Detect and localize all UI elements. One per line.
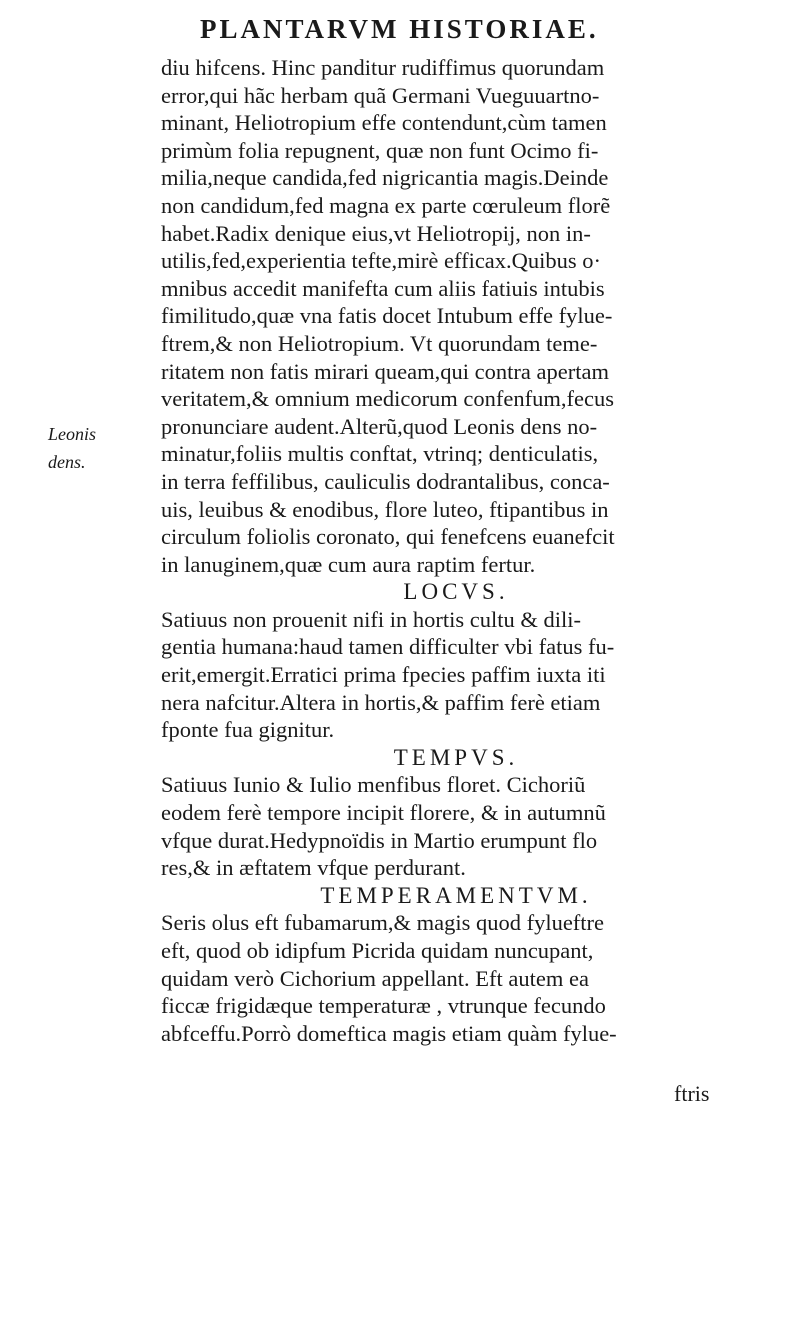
section-heading-temperamentum: TEMPERAMENTVM.	[320, 882, 592, 908]
text-line: nera nafcitur.Altera in hortis,& paffim ferè etiam	[161, 689, 601, 715]
text-line: eft, quod ob idipfum Picrida quidam nuncupant,	[161, 938, 594, 963]
text-line: error,qui hãc herbam quã Germani Vueguuartno-	[161, 82, 600, 108]
text-line: gentia humana:haud tamen difficulter vbi fatus fu-	[161, 634, 615, 660]
text-line: res,& in æftatem vfque perdurant.	[161, 855, 466, 881]
text-line: vfque durat.Hedypnoïdis in Martio erumpunt flo	[161, 827, 598, 853]
text-line: minant, Heliotropium effe contendunt,cùm tamen	[161, 110, 607, 136]
text-line: abfceffu.Porrò domeftica magis etiam quàm fylue-	[161, 1020, 617, 1046]
margin-note-line: dens.	[48, 451, 86, 472]
text-line: circulum foliolis coronato, qui fenefcens euanefcit	[161, 524, 615, 550]
text-line: Satiuus Iunio & Iulio menfibus floret. Cichoriũ	[161, 772, 586, 798]
text-line: erit,emergit.Erratici prima fpecies paffim iuxta iti	[161, 662, 606, 688]
main-text	[161, 54, 751, 1047]
margin-note-line: Leonis	[48, 424, 97, 444]
text-line: ficcæ frigidæque temperaturæ , vtrunque fecundo	[161, 993, 606, 1019]
text-line: eodem ferè tempore incipit florere, & in autumnũ	[161, 800, 606, 826]
text-line: Satiuus non prouenit nifi in hortis cultu & dili-	[161, 606, 581, 632]
margin-note	[48, 421, 96, 476]
text-line: mnibus accedit manifefta cum aliis fatiuis intubis	[161, 275, 605, 301]
text-line: fponte fua gignitur.	[161, 717, 335, 743]
text-line: fimilitudo,quæ vna fatis docet Intubum effe fylue-	[161, 303, 613, 329]
text-line: diu hifcens. Hinc panditur rudiffimus quorundam	[161, 55, 605, 80]
text-line: pronunciare audent.Alterũ,quod Leonis dens no-	[161, 413, 598, 439]
text-line: habet.Radix denique eius,vt Heliotropij, non in-	[161, 220, 591, 246]
text-line: in terra feffilibus, cauliculis dodrantalibus, conca-	[161, 468, 610, 494]
text-line: veritatem,& omnium medicorum confenfum,fecus	[161, 386, 614, 412]
text-line: uis, leuibus & enodibus, flore luteo, ftipantibus in	[161, 496, 609, 522]
section-heading-locus: LOCVS.	[403, 579, 509, 605]
text-line: utilis,fed,experientia tefte,mirè efficax.Quibus o·	[161, 248, 602, 274]
text-line: ftrem,& non Heliotropium. Vt quorundam teme-	[161, 330, 598, 356]
catchword: ftris	[674, 1081, 710, 1106]
text-line: milia,neque candida,fed nigricantia magis.Deinde	[161, 165, 609, 191]
text-line: non candidum,fed magna ex parte cœruleum florẽ	[161, 192, 611, 218]
text-line: quidam verò Cichorium appellant. Eft autem ea	[161, 965, 589, 991]
text-line: minatur,foliis multis conftat, vtrinq; denticulatis,	[161, 441, 599, 467]
text-line: Seris olus eft fubamarum,& magis quod fylueftre	[161, 910, 605, 936]
text-line: in lanuginem,quæ cum aura raptim fertur.	[161, 551, 536, 577]
section-heading-tempus: TEMPVS.	[393, 744, 519, 770]
running-head: PLANTARVM HISTORIAE.	[200, 14, 599, 44]
text-line: primùm folia repugnent, quæ non funt Ocimo fi-	[161, 137, 599, 163]
text-line: ritatem non fatis mirari queam,qui contra apertam	[161, 358, 609, 384]
